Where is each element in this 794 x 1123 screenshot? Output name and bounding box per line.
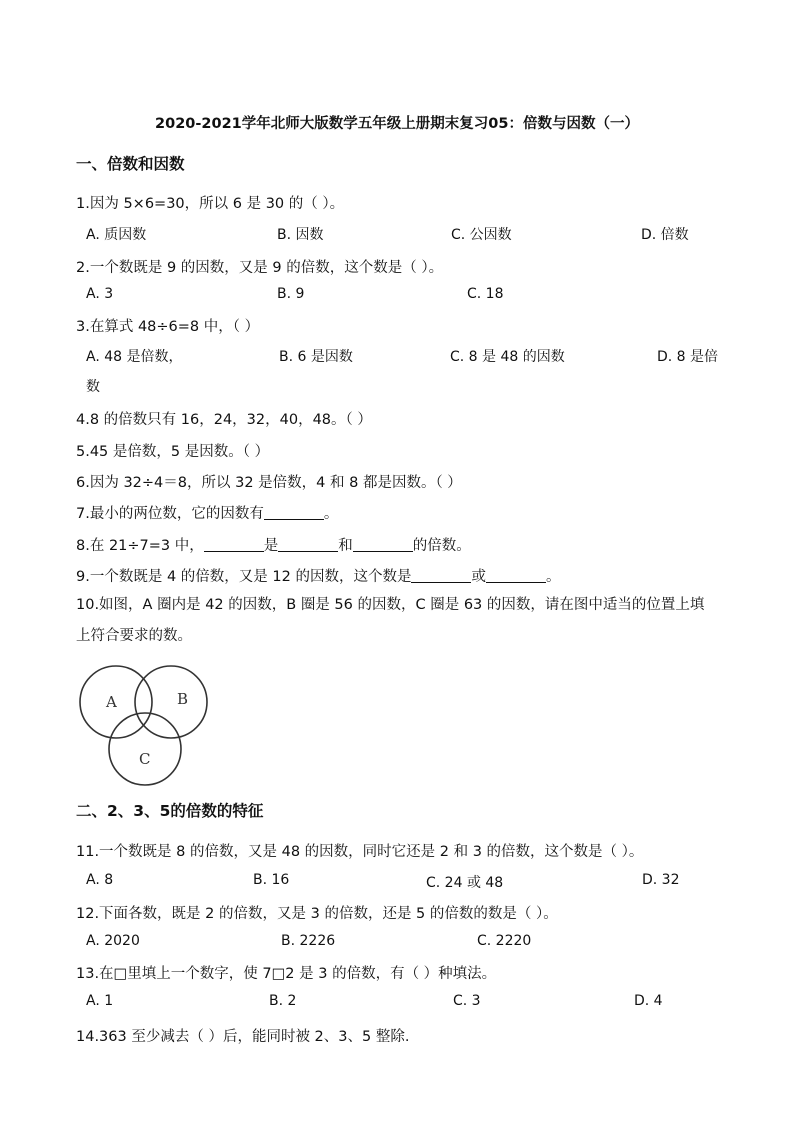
answer-blank[interactable] (264, 505, 324, 520)
question-2: 2.一个数既是 9 的因数，又是 9 的倍数，这个数是（ ）。 (76, 260, 444, 276)
circle-b-label: B (177, 690, 189, 708)
page-title: 2020-2021学年北师大版数学五年级上册期末复习05：倍数与因数（一） (155, 116, 639, 132)
q13-option-d: D. 4 (634, 993, 663, 1009)
circle-b (135, 666, 207, 738)
q3-option-c: C. 8 是 48 的因数 (450, 349, 565, 365)
question-5: 5.45 是倍数，5 是因数。（ ） (76, 444, 270, 460)
q11-option-c: C. 24 或 48 (426, 875, 504, 891)
q12-option-b: B. 2226 (281, 933, 336, 949)
q12-option-a: A. 2020 (86, 933, 140, 949)
q13-option-b: B. 2 (269, 993, 297, 1009)
q13-option-c: C. 3 (453, 993, 481, 1009)
q3-option-d-wrap: 数 (86, 379, 100, 395)
question-10: 10.如图，A 圈内是 42 的因数，B 圈是 56 的因数，C 圈是 63 的因数，请在图中适当的位置上填上符合要求的数。 (76, 597, 705, 644)
answer-blank[interactable] (353, 537, 413, 552)
answer-blank[interactable] (278, 537, 338, 552)
section-heading-2: 二、2、3、5的倍数的特征 (76, 802, 264, 820)
answer-blank[interactable] (204, 537, 264, 552)
q1-option-a: A. 质因数 (86, 227, 147, 243)
q3-option-b: B. 6 是因数 (279, 349, 353, 365)
question-6: 6.因为 32÷4＝8，所以 32 是倍数，4 和 8 都是因数。（ ） (76, 475, 462, 491)
question-9 (76, 565, 560, 586)
question-11: 11.一个数既是 8 的倍数，又是 48 的因数，同时它还是 2 和 3 的倍数，这个数是（ ）。 (76, 844, 644, 860)
answer-blank[interactable] (411, 568, 471, 583)
q11-option-d: D. 32 (642, 872, 680, 888)
q9-text-mid: 或 (471, 569, 486, 585)
q1-option-d: D. 倍数 (641, 227, 689, 243)
question-4: 4.8 的倍数只有 16，24，32，40，48。（ ） (76, 412, 372, 428)
q11-option-a: A. 8 (86, 872, 114, 888)
answer-blank[interactable] (486, 568, 546, 583)
section-heading-1: 一、倍数和因数 (76, 155, 185, 173)
q11-option-b: B. 16 (253, 872, 290, 888)
question-14: 14.363 至少减去（ ）后，能同时被 2、3、5 整除. (76, 1029, 410, 1045)
q2-option-c: C. 18 (467, 286, 504, 302)
question-8 (76, 534, 471, 555)
q12-option-c: C. 2220 (477, 933, 532, 949)
q3-option-d: D. 8 是倍 (657, 349, 719, 365)
question-7 (76, 502, 338, 523)
q8-text-end: 的倍数。 (412, 538, 471, 554)
question-3: 3.在算式 48÷6=8 中，（ ） (76, 319, 260, 335)
q1-option-b: B. 因数 (277, 227, 324, 243)
q9-text: 9.一个数既是 4 的倍数，又是 12 的因数，这个数是 (76, 569, 412, 585)
q13-option-a: A. 1 (86, 993, 114, 1009)
q2-option-a: A. 3 (86, 286, 114, 302)
q1-option-c: C. 公因数 (451, 227, 512, 243)
question-12: 12.下面各数，既是 2 的倍数，又是 3 的倍数，还是 5 的倍数的数是（ ）。 (76, 906, 558, 922)
q8-text-mid1: 是 (263, 538, 279, 554)
q8-text: 8.在 21÷7=3 中， (76, 538, 204, 554)
q3-option-a: A. 48 是倍数， (86, 349, 183, 365)
q9-text-end: 。 (545, 569, 561, 585)
question-1: 1.因为 5×6=30，所以 6 是 30 的（ ）。 (76, 196, 345, 212)
q8-text-mid2: 和 (338, 538, 353, 554)
circle-a-label: A (106, 693, 117, 711)
q2-option-b: B. 9 (277, 286, 305, 302)
q7-text-end: 。 (323, 506, 339, 522)
question-13: 13.在□里填上一个数字，使 7□2 是 3 的倍数，有（ ）种填法。 (76, 966, 497, 982)
circle-c-label: C (139, 750, 151, 768)
venn-diagram (76, 656, 216, 786)
q7-text: 7.最小的两位数，它的因数有 (76, 506, 264, 522)
